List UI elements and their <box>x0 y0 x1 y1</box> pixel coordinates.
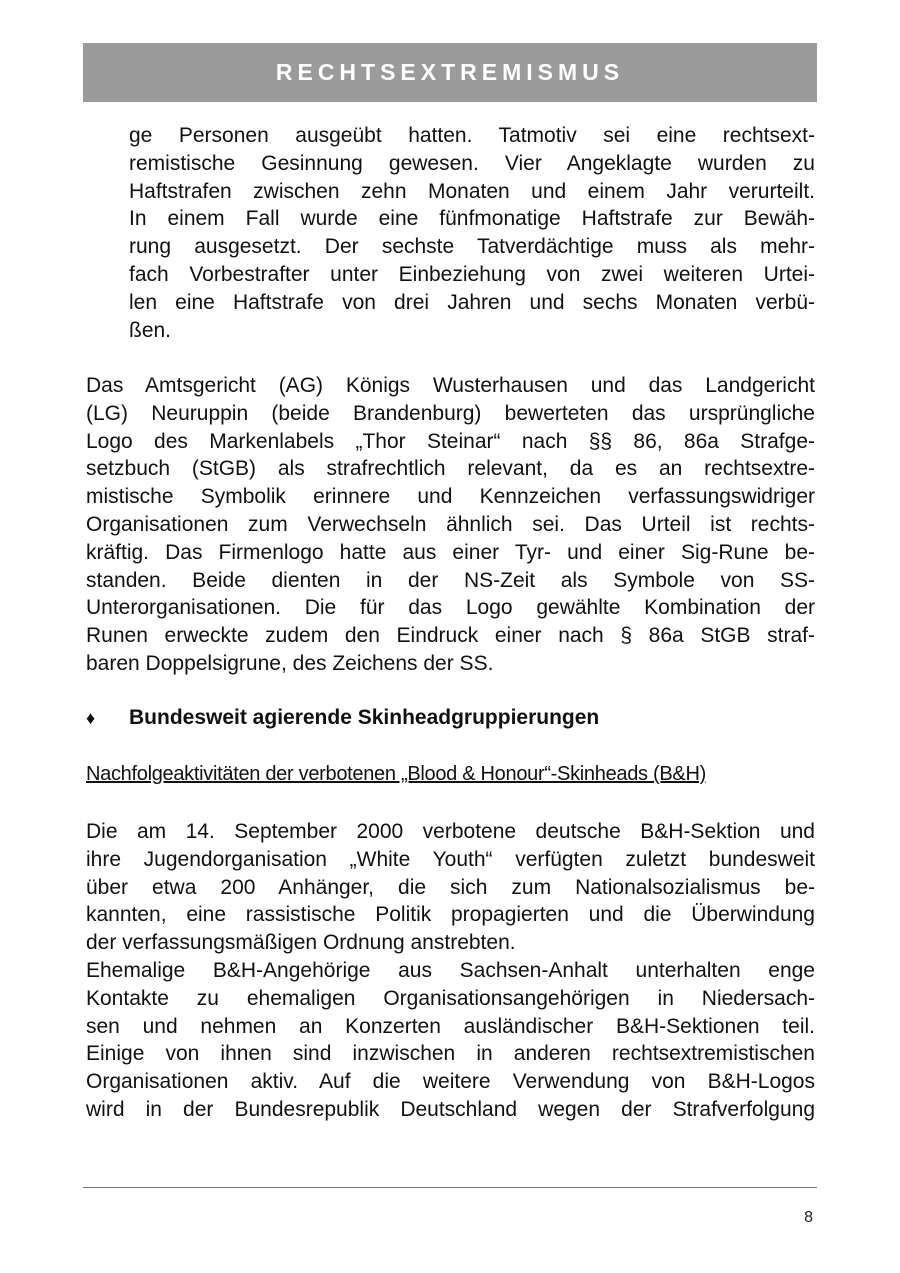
paragraph-continued <box>129 122 815 344</box>
section-heading <box>86 706 599 730</box>
text-line: Organisationen aktiv. Auf die weitere Verwendung von B&H-Logos <box>86 1070 815 1094</box>
subheading: Nachfolgeaktivitäten der verbotenen „Blood & Honour“-Skinheads (B&H) <box>86 763 706 785</box>
text-line: der verfassungsmäßigen Ordnung anstrebten. <box>86 931 516 955</box>
section-heading-text: Bundesweit agierende Skinheadgruppierungen <box>129 706 600 729</box>
text-line: kräftig. Das Firmenlogo hatte aus einer Tyr- und einer Sig-Rune be- <box>86 540 815 564</box>
text-line: Ehemalige B&H-Angehörige aus Sachsen-Anhalt unterhalten enge <box>86 958 815 982</box>
text-line: fach Vorbestrafter unter Einbeziehung von zwei weiteren Urtei- <box>129 262 815 286</box>
text-line: Kontakte zu ehemaligen Organisationsangehörigen in Niedersach- <box>86 986 815 1010</box>
text-line: setzbuch (StGB) als strafrechtlich relevant, da es an rechtsextre- <box>86 457 815 481</box>
text-line: Haftstrafen zwischen zehn Monaten und einem Jahr verurteilt. <box>129 179 815 203</box>
paragraph-court-ruling <box>86 372 815 678</box>
text-line: standen. Beide dienten in der NS-Zeit als Symbole von SS- <box>86 568 815 592</box>
text-line: mistische Symbolik erinnere und Kennzeichen verfassungswidriger <box>86 485 815 509</box>
text-line: remistische Gesinnung gewesen. Vier Angeklagte wurden zu <box>129 151 815 175</box>
page-header-title: RECHTSEXTREMISMUS <box>275 59 625 85</box>
text-line: Unterorganisationen. Die für das Logo gewählte Kombination der <box>86 596 815 620</box>
text-line: Logo des Markenlabels „Thor Steinar“ nach §§ 86, 86a Strafge- <box>86 429 815 453</box>
text-line: kannten, eine rassistische Politik propagierten und die Überwindung <box>86 903 815 927</box>
text-line: rung ausgesetzt. Der sechste Tatverdächtige muss als mehr- <box>129 235 815 259</box>
text-line: len eine Haftstrafe von drei Jahren und sechs Monaten verbü- <box>129 290 815 314</box>
diamond-bullet-icon: ♦ <box>86 708 96 728</box>
text-line: ßen. <box>129 318 172 342</box>
text-line: Einige von ihnen sind inzwischen in anderen rechtsextremistischen <box>86 1042 815 1066</box>
text-line: sen und nehmen an Konzerten ausländischer B&H-Sektionen teil. <box>86 1014 815 1038</box>
page-header-bar <box>83 43 817 102</box>
text-line: Die am 14. September 2000 verbotene deutsche B&H-Sektion und <box>86 820 815 843</box>
text-line: wird in der Bundesrepublik Deutschland wegen der Strafverfolgung <box>86 1097 815 1121</box>
text-line: Das Amtsgericht (AG) Königs Wusterhausen und das Landgericht <box>86 374 815 397</box>
text-line: ihre Jugendorganisation „White Youth“ verfügten zuletzt bundesweit <box>86 847 815 871</box>
text-line: Runen erweckte zudem den Eindruck einer nach § 86a StGB straf- <box>86 624 815 648</box>
text-line: baren Doppelsigrune, des Zeichens der SS. <box>86 651 494 675</box>
text-line: (LG) Neuruppin (beide Brandenburg) bewerteten das ursprüngliche <box>86 401 815 425</box>
text-line: ge Personen ausgeübt hatten. Tatmotiv sei eine rechtsext- <box>129 124 815 147</box>
footer-divider <box>83 1187 817 1188</box>
text-line: Organisationen zum Verwechseln ähnlich sei. Das Urteil ist rechts- <box>86 512 815 536</box>
text-line: über etwa 200 Anhänger, die sich zum Nationalsozialismus be- <box>86 875 815 899</box>
text-line: In einem Fall wurde eine fünfmonatige Haftstrafe zur Bewäh- <box>129 207 815 231</box>
paragraph-blood-honour <box>86 818 815 1124</box>
page-number: 8 <box>804 1209 813 1226</box>
